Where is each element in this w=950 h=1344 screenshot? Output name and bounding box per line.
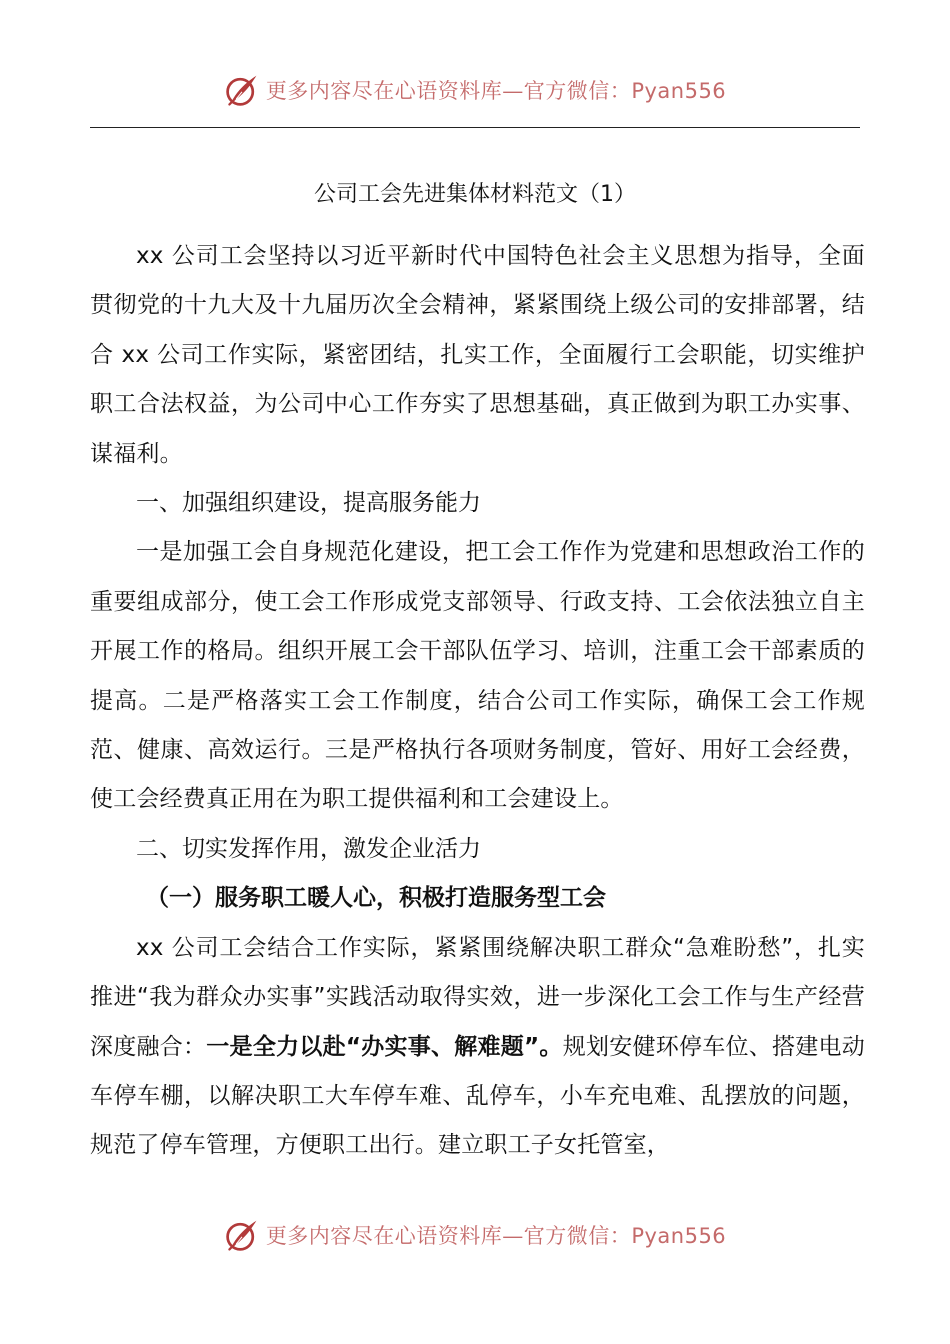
footer-brand-text: 更多内容尽在心语资料库—官方微信：Pyan556 bbox=[265, 1224, 727, 1248]
document-title: 公司工会先进集体材料范文（1） bbox=[314, 182, 636, 207]
section1-heading: 一、加强组织建设，提高服务能力 bbox=[136, 490, 481, 517]
header-wechat-id: Pyan556 bbox=[631, 79, 727, 103]
subsection1-text-end: 规划安健环停车位、搭建电动车停车棚，以解决职工大车停车难、乱停车，小车充电难、乱摆放的问题，规范了停车管理，方便职工出行。建立职工子女托管室， bbox=[90, 1033, 865, 1159]
quill-pen-logo-icon bbox=[224, 1217, 260, 1253]
footer-wechat-id: Pyan556 bbox=[631, 1224, 727, 1248]
subsection1-text-start: xx 公司工会结合工作实际，紧紧围绕解决职工群众“急难盼愁”，扎实推进“我为群众办实事”实践活动取得实效，进一步深化工会工作与生产经营深度融合： bbox=[90, 934, 865, 1060]
section1-paragraph: 一是加强工会自身规范化建设，把工会工作作为党建和思想政治工作的重要组成部分，使工会工作形成党支部领导、行政支持、工会依法独立自主开展工作的格局。组织开展工会干部队伍学习、培训，注重工会干部素质的提高。二是严格落实工会工作制度，结合公司工作实际，确保工会工作规范、健康、高效运行。三是严格执行各项财务制度，管好、用好工会经费，使工会经费真正用在为职工提供福利和工会建设上。 bbox=[90, 539, 865, 813]
header-brand-text: 更多内容尽在心语资料库—官方微信：Pyan556 bbox=[265, 79, 727, 103]
subsection1-heading: （一）服务职工暖人心，积极打造服务型工会 bbox=[146, 885, 606, 912]
section2-heading: 二、切实发挥作用，激发企业活力 bbox=[136, 835, 481, 862]
subsection1-bold-text: 一是全力以赴“办实事、解难题”。 bbox=[206, 1033, 563, 1060]
intro-paragraph: xx 公司工会坚持以习近平新时代中国特色社会主义思想为指导，全面贯彻党的十九大及十九届历次全会精神，紧紧围绕上级公司的安排部署，结合 xx 公司工作实际，紧密团结，扎实工作，全面履行工会职能，切实维护职工合法权益，为公司中心工作夯实了思想基础，真正做到为职工办实事、谋福利。 bbox=[90, 243, 865, 467]
quill-pen-logo-icon bbox=[224, 72, 260, 108]
header-banner bbox=[0, 72, 950, 108]
document-body bbox=[90, 232, 865, 1171]
footer-banner bbox=[0, 1217, 950, 1253]
header-divider bbox=[90, 127, 860, 128]
subsection1-paragraph bbox=[90, 924, 865, 1171]
